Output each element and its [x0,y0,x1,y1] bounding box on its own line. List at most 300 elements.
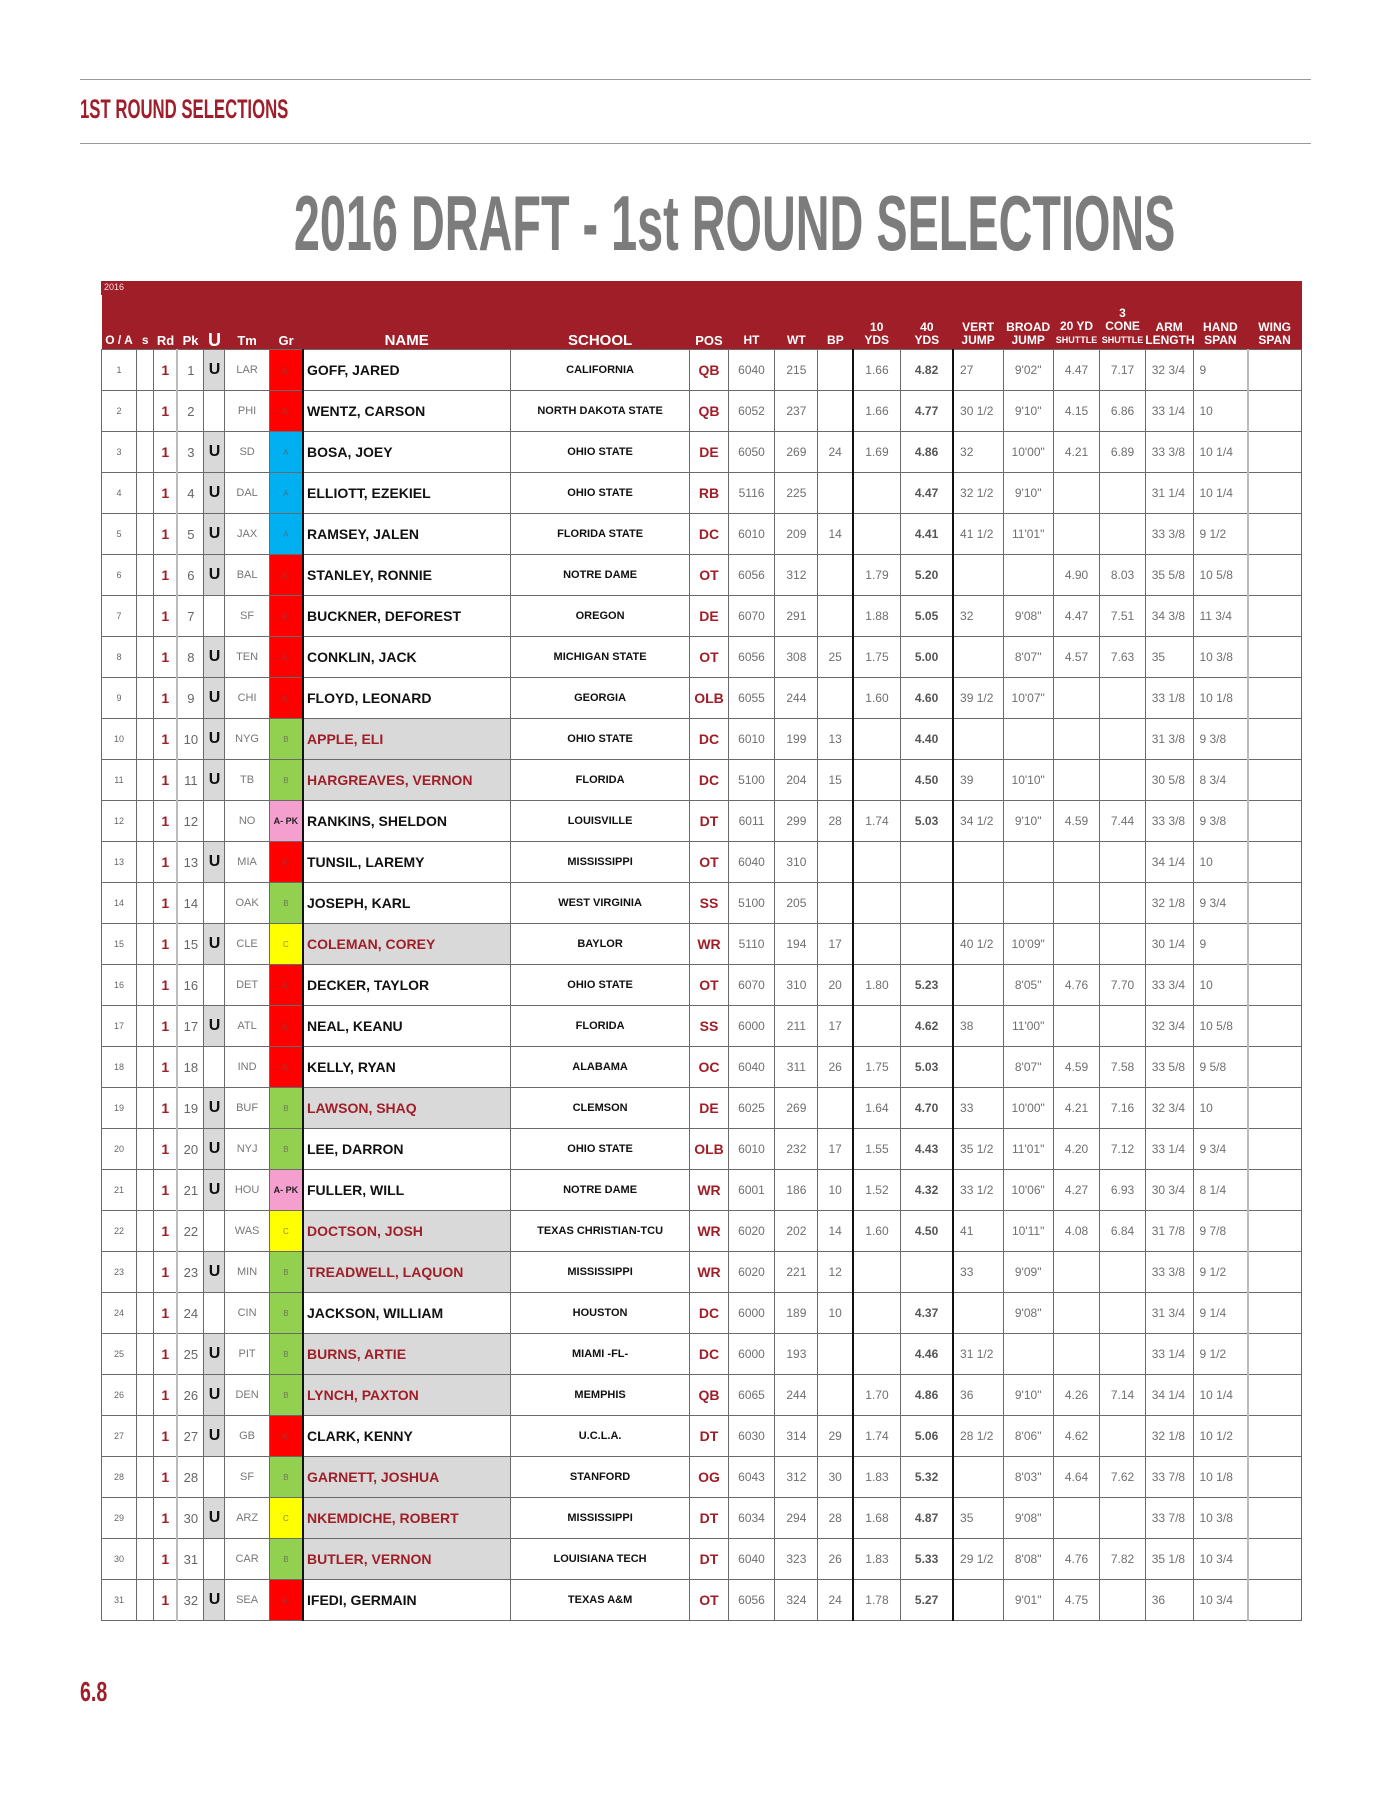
cell-arm-length: 35 1/8 [1145,1539,1193,1580]
cell-round: 1 [154,514,177,555]
cell-underclass: U [204,473,225,514]
cell-player-name[interactable]: BOSA, JOEY [303,432,510,473]
col-header-name[interactable]: NAME [303,295,510,350]
table-row[interactable] [102,1006,1302,1047]
cell-pick: 23 [177,1252,204,1293]
cell-height: 5100 [728,760,775,801]
col-header-ht[interactable]: HT [728,295,775,350]
cell-broad-jump [1003,555,1053,596]
cell-underclass: U [204,514,225,555]
cell-s [136,1498,153,1539]
cell-40-yds: 4.86 [901,432,953,473]
cell-weight: 237 [775,391,818,432]
cell-wing-span [1248,1211,1302,1252]
cell-team: IND [225,1047,269,1088]
col-header-rd[interactable]: Rd [154,295,177,350]
cell-hand-span: 9 3/8 [1193,719,1248,760]
col-header-oa[interactable]: O / A [102,295,137,350]
cell-bench-press [818,1375,853,1416]
table-row[interactable] [102,350,1302,391]
cell-player-name[interactable]: LAWSON, SHAQ [303,1088,510,1129]
cell-bench-press: 25 [818,637,853,678]
cell-weight: 269 [775,1088,818,1129]
cell-10-yds: 1.75 [853,637,901,678]
cell-vert-jump: 32 1/2 [953,473,1003,514]
cell-team: CLE [225,924,269,965]
cell-school: LOUISIANA TECH [510,1539,689,1580]
cell-arm-length: 33 3/8 [1145,432,1193,473]
cell-player-name[interactable]: BUCKNER, DEFOREST [303,596,510,637]
year-label: 2016 [101,281,1302,295]
cell-hand-span: 9 3/4 [1193,883,1248,924]
table-row[interactable] [102,1211,1302,1252]
cell-player-name[interactable]: TREADWELL, LAQUON [303,1252,510,1293]
cell-underclass [204,1293,225,1334]
cell-underclass [204,883,225,924]
cell-round: 1 [154,965,177,1006]
cell-position: DC [690,514,728,555]
cell-s [136,678,153,719]
cell-vert-jump: 32 [953,596,1003,637]
cell-20yd-shuttle: 4.26 [1053,1375,1100,1416]
cell-height: 6056 [728,637,775,678]
cell-grade: B [269,1375,303,1416]
cell-pick: 30 [177,1498,204,1539]
cell-20yd-shuttle [1053,1498,1100,1539]
cell-arm-length: 33 1/4 [1145,1129,1193,1170]
table-row[interactable] [102,1580,1302,1621]
cell-weight: 324 [775,1580,818,1621]
cell-round: 1 [154,1334,177,1375]
table-row[interactable] [102,514,1302,555]
cell-pick: 14 [177,883,204,924]
cell-3cone-shuttle: 6.84 [1100,1211,1145,1252]
cell-underclass: U [204,842,225,883]
table-row[interactable] [102,1047,1302,1088]
cell-s [136,1047,153,1088]
cell-team: TEN [225,637,269,678]
cell-arm-length: 32 3/4 [1145,1006,1193,1047]
table-row[interactable] [102,1375,1302,1416]
table-row[interactable] [102,883,1302,924]
cell-position: DT [690,1539,728,1580]
table-row[interactable] [102,555,1302,596]
table-row[interactable] [102,1416,1302,1457]
cell-overall: 5 [102,514,137,555]
cell-broad-jump: 9'08" [1003,1293,1053,1334]
cell-height: 6010 [728,514,775,555]
cell-player-name[interactable]: CLARK, KENNY [303,1416,510,1457]
cell-school: STANFORD [510,1457,689,1498]
cell-hand-span: 10 1/2 [1193,1416,1248,1457]
table-row[interactable] [102,801,1302,842]
cell-team: BUF [225,1088,269,1129]
cell-weight: 202 [775,1211,818,1252]
cell-3cone-shuttle [1100,842,1145,883]
cell-height: 6052 [728,391,775,432]
cell-player-name[interactable]: TUNSIL, LAREMY [303,842,510,883]
cell-grade: A- PK [269,1170,303,1211]
cell-40-yds: 5.03 [901,801,953,842]
cell-vert-jump [953,965,1003,1006]
cell-pick: 6 [177,555,204,596]
cell-height: 6040 [728,350,775,391]
cell-bench-press: 12 [818,1252,853,1293]
cell-bench-press [818,1334,853,1375]
cell-hand-span: 10 [1193,842,1248,883]
cell-hand-span: 11 3/4 [1193,596,1248,637]
cell-40-yds: 5.05 [901,596,953,637]
cell-pick: 21 [177,1170,204,1211]
cell-s [136,1252,153,1293]
cell-20yd-shuttle: 4.59 [1053,801,1100,842]
cell-underclass: U [204,924,225,965]
cell-position: OT [690,637,728,678]
cell-team: CHI [225,678,269,719]
cell-team: SEA [225,1580,269,1621]
cell-team: NYJ [225,1129,269,1170]
cell-wing-span [1248,1088,1302,1129]
cell-grade: C [269,924,303,965]
cell-overall: 30 [102,1539,137,1580]
cell-pick: 18 [177,1047,204,1088]
cell-bench-press [818,842,853,883]
cell-10-yds [853,1334,901,1375]
cell-broad-jump: 8'08" [1003,1539,1053,1580]
cell-hand-span: 9 1/2 [1193,1334,1248,1375]
cell-overall: 3 [102,432,137,473]
cell-s [136,719,153,760]
cell-arm-length: 31 3/8 [1145,719,1193,760]
table-row[interactable] [102,1457,1302,1498]
cell-10-yds [853,842,901,883]
col-header-broad-jump[interactable]: BROAD JUMP [1003,295,1053,350]
table-row[interactable] [102,391,1302,432]
cell-school: TEXAS A&M [510,1580,689,1621]
cell-wing-span [1248,842,1302,883]
cell-player-name[interactable]: JOSEPH, KARL [303,883,510,924]
cell-grade: A- [269,350,303,391]
cell-vert-jump: 28 1/2 [953,1416,1003,1457]
cell-height: 6070 [728,965,775,1006]
cell-10-yds: 1.80 [853,965,901,1006]
cell-player-name[interactable]: DOCTSON, JOSH [303,1211,510,1252]
cell-broad-jump: 8'07" [1003,1047,1053,1088]
cell-40-yds: 4.70 [901,1088,953,1129]
cell-school: HOUSTON [510,1293,689,1334]
cell-player-name[interactable]: APPLE, ELI [303,719,510,760]
cell-broad-jump: 9'01" [1003,1580,1053,1621]
col-header-20yd-shuttle[interactable]: 20 YD SHUTTLE [1053,295,1100,350]
col-header-gr[interactable]: Gr [269,295,303,350]
cell-round: 1 [154,1252,177,1293]
cell-team: BAL [225,555,269,596]
table-row[interactable] [102,596,1302,637]
table-row[interactable] [102,637,1302,678]
cell-player-name[interactable]: BUTLER, VERNON [303,1539,510,1580]
cell-vert-jump: 31 1/2 [953,1334,1003,1375]
cell-player-name[interactable]: RAMSEY, JALEN [303,514,510,555]
cell-weight: 269 [775,432,818,473]
cell-weight: 211 [775,1006,818,1047]
cell-vert-jump [953,842,1003,883]
cell-pick: 8 [177,637,204,678]
cell-vert-jump: 32 [953,432,1003,473]
cell-broad-jump: 9'10" [1003,801,1053,842]
table-row[interactable] [102,719,1302,760]
cell-arm-length: 34 3/8 [1145,596,1193,637]
cell-overall: 26 [102,1375,137,1416]
cell-s [136,965,153,1006]
cell-arm-length: 31 7/8 [1145,1211,1193,1252]
cell-position: DC [690,1334,728,1375]
table-row[interactable] [102,1129,1302,1170]
cell-20yd-shuttle: 4.90 [1053,555,1100,596]
cell-broad-jump: 9'08" [1003,1498,1053,1539]
cell-position: DE [690,596,728,637]
col-header-wt[interactable]: WT [775,295,818,350]
cell-player-name[interactable]: LEE, DARRON [303,1129,510,1170]
page-title-text: 2016 DRAFT - 1st ROUND SELECTIONS [293,179,1176,267]
cell-pick: 32 [177,1580,204,1621]
cell-pick: 12 [177,801,204,842]
cell-40-yds: 4.41 [901,514,953,555]
cell-school: TEXAS CHRISTIAN-TCU [510,1211,689,1252]
cell-overall: 19 [102,1088,137,1129]
cell-20yd-shuttle [1053,1252,1100,1293]
cell-player-name[interactable]: FLOYD, LEONARD [303,678,510,719]
cell-pick: 19 [177,1088,204,1129]
cell-hand-span: 10 1/8 [1193,1457,1248,1498]
cell-s [136,1211,153,1252]
cell-player-name[interactable]: WENTZ, CARSON [303,391,510,432]
cell-school: OHIO STATE [510,965,689,1006]
cell-10-yds: 1.88 [853,596,901,637]
cell-player-name[interactable]: JACKSON, WILLIAM [303,1293,510,1334]
cell-underclass: U [204,1006,225,1047]
cell-10-yds: 1.78 [853,1580,901,1621]
cell-round: 1 [154,391,177,432]
cell-3cone-shuttle [1100,1334,1145,1375]
cell-arm-length: 33 1/4 [1145,391,1193,432]
cell-overall: 1 [102,350,137,391]
cell-arm-length: 32 1/8 [1145,883,1193,924]
cell-grade: A- [269,678,303,719]
cell-grade: A- PK [269,801,303,842]
table-row[interactable] [102,1334,1302,1375]
cell-height: 6020 [728,1252,775,1293]
cell-pick: 3 [177,432,204,473]
cell-overall: 11 [102,760,137,801]
cell-grade: B [269,1457,303,1498]
cell-player-name[interactable]: BURNS, ARTIE [303,1334,510,1375]
cell-team: PIT [225,1334,269,1375]
cell-bench-press: 14 [818,1211,853,1252]
top-rule [80,79,1311,80]
cell-hand-span: 9 5/8 [1193,1047,1248,1088]
cell-40-yds: 5.06 [901,1416,953,1457]
col-header-s[interactable]: s [136,295,153,350]
col-header-hand-span[interactable]: HAND SPAN [1193,295,1248,350]
cell-underclass [204,1539,225,1580]
col-header-vert-jump[interactable]: VERT JUMP [953,295,1003,350]
cell-s [136,391,153,432]
cell-3cone-shuttle: 6.93 [1100,1170,1145,1211]
cell-wing-span [1248,391,1302,432]
table-row[interactable] [102,473,1302,514]
cell-broad-jump: 10'00" [1003,1088,1053,1129]
cell-20yd-shuttle: 4.08 [1053,1211,1100,1252]
cell-player-name[interactable]: HARGREAVES, VERNON [303,760,510,801]
cell-wing-span [1248,350,1302,391]
cell-wing-span [1248,1457,1302,1498]
cell-player-name[interactable]: RANKINS, SHELDON [303,801,510,842]
cell-hand-span: 10 1/4 [1193,1375,1248,1416]
col-header-tm[interactable]: Tm [225,295,269,350]
cell-arm-length: 30 1/4 [1145,924,1193,965]
cell-arm-length: 34 1/4 [1145,842,1193,883]
cell-vert-jump: 33 [953,1252,1003,1293]
col-header-3cone-shuttle[interactable]: 3 CONE SHUTTLE [1100,295,1145,350]
cell-s [136,1539,153,1580]
cell-broad-jump: 8'05" [1003,965,1053,1006]
col-header-bp[interactable]: BP [818,295,853,350]
cell-team: GB [225,1416,269,1457]
cell-40-yds: 4.50 [901,760,953,801]
cell-40-yds: 4.43 [901,1129,953,1170]
table-row[interactable] [102,924,1302,965]
cell-player-name[interactable]: LYNCH, PAXTON [303,1375,510,1416]
cell-weight: 194 [775,924,818,965]
cell-40-yds: 4.87 [901,1498,953,1539]
cell-player-name[interactable]: CONKLIN, JACK [303,637,510,678]
table-row[interactable] [102,678,1302,719]
cell-height: 6000 [728,1006,775,1047]
cell-vert-jump: 36 [953,1375,1003,1416]
cell-grade: B [269,1129,303,1170]
cell-player-name[interactable]: GOFF, JARED [303,350,510,391]
col-header-school[interactable]: SCHOOL [510,295,689,350]
cell-player-name[interactable]: NKEMDICHE, ROBERT [303,1498,510,1539]
col-header-10yds[interactable]: 10 YDS [853,295,901,350]
table-row[interactable] [102,1088,1302,1129]
col-header-wing-span[interactable]: WING SPAN [1248,295,1302,350]
cell-player-name[interactable]: DECKER, TAYLOR [303,965,510,1006]
cell-bench-press: 10 [818,1293,853,1334]
cell-broad-jump: 11'00" [1003,1006,1053,1047]
cell-pick: 15 [177,924,204,965]
cell-arm-length: 33 3/8 [1145,1252,1193,1293]
cell-player-name[interactable]: KELLY, RYAN [303,1047,510,1088]
cell-team: PHI [225,391,269,432]
col-header-arm-length[interactable]: ARM LENGTH [1145,295,1193,350]
cell-weight: 225 [775,473,818,514]
col-header-40yds[interactable]: 40 YDS [901,295,953,350]
table-row[interactable] [102,1170,1302,1211]
cell-team: SF [225,1457,269,1498]
cell-player-name[interactable]: ELLIOTT, EZEKIEL [303,473,510,514]
cell-s [136,1375,153,1416]
cell-40-yds: 4.32 [901,1170,953,1211]
cell-school: MICHIGAN STATE [510,637,689,678]
cell-grade: A- [269,842,303,883]
cell-underclass [204,391,225,432]
cell-40-yds: 5.23 [901,965,953,1006]
cell-weight: 308 [775,637,818,678]
cell-20yd-shuttle: 4.47 [1053,350,1100,391]
cell-20yd-shuttle: 4.76 [1053,965,1100,1006]
cell-s [136,1334,153,1375]
table-row[interactable] [102,965,1302,1006]
cell-weight: 312 [775,555,818,596]
table-row[interactable] [102,1293,1302,1334]
cell-grade: C [269,1498,303,1539]
cell-hand-span: 9 1/2 [1193,1252,1248,1293]
cell-40-yds: 4.86 [901,1375,953,1416]
cell-10-yds: 1.79 [853,555,901,596]
table-row[interactable] [102,1539,1302,1580]
cell-school: BAYLOR [510,924,689,965]
cell-school: NORTH DAKOTA STATE [510,391,689,432]
cell-wing-span [1248,1170,1302,1211]
cell-grade: A- [269,637,303,678]
cell-player-name[interactable]: STANLEY, RONNIE [303,555,510,596]
cell-position: DT [690,1498,728,1539]
table-row[interactable] [102,1252,1302,1293]
cell-weight: 221 [775,1252,818,1293]
table-row[interactable] [102,1498,1302,1539]
cell-player-name[interactable]: GARNETT, JOSHUA [303,1457,510,1498]
cell-s [136,1580,153,1621]
table-row[interactable] [102,432,1302,473]
cell-height: 6000 [728,1293,775,1334]
col-header-u[interactable]: U [204,295,225,350]
cell-underclass: U [204,1580,225,1621]
cell-school: GEORGIA [510,678,689,719]
cell-40-yds [901,924,953,965]
cell-player-name[interactable]: NEAL, KEANU [303,1006,510,1047]
cell-player-name[interactable]: COLEMAN, COREY [303,924,510,965]
table-row[interactable] [102,760,1302,801]
cell-underclass [204,1457,225,1498]
table-row[interactable] [102,842,1302,883]
cell-player-name[interactable]: IFEDI, GERMAIN [303,1580,510,1621]
cell-round: 1 [154,432,177,473]
cell-school: OHIO STATE [510,432,689,473]
cell-20yd-shuttle: 4.64 [1053,1457,1100,1498]
cell-vert-jump: 41 [953,1211,1003,1252]
cell-s [136,760,153,801]
cell-player-name[interactable]: FULLER, WILL [303,1170,510,1211]
col-header-pk[interactable]: Pk [177,295,204,350]
cell-school: FLORIDA [510,760,689,801]
cell-round: 1 [154,1498,177,1539]
cell-vert-jump: 33 [953,1088,1003,1129]
cell-weight: 205 [775,883,818,924]
cell-wing-span [1248,1539,1302,1580]
cell-bench-press: 24 [818,1580,853,1621]
cell-40-yds: 4.60 [901,678,953,719]
cell-hand-span: 10 3/8 [1193,637,1248,678]
cell-3cone-shuttle: 7.51 [1100,596,1145,637]
cell-10-yds [853,1293,901,1334]
cell-overall: 29 [102,1498,137,1539]
cell-10-yds: 1.74 [853,1416,901,1457]
cell-arm-length: 35 [1145,637,1193,678]
cell-position: QB [690,1375,728,1416]
cell-height: 6010 [728,1129,775,1170]
col-header-pos[interactable]: POS [690,295,728,350]
